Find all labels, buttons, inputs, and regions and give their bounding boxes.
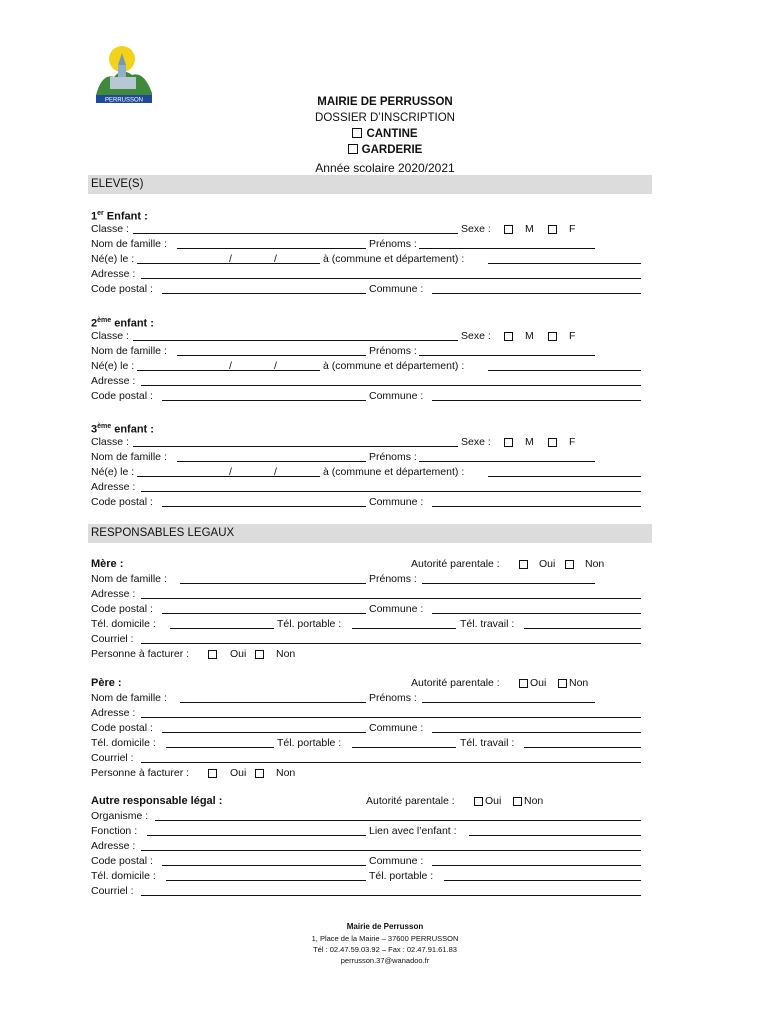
fonction-label: Fonction :	[91, 825, 138, 837]
pere-commune-label: Commune :	[369, 722, 424, 734]
child-ordinal: ème	[97, 317, 112, 324]
pere-title: Père :	[91, 677, 122, 689]
sexe-f-checkbox[interactable]	[548, 438, 557, 447]
autre-cp-label: Code postal :	[91, 855, 153, 867]
pere-facturer-non-checkbox[interactable]	[255, 769, 264, 778]
autre-adresse-label: Adresse :	[91, 840, 136, 852]
nom-label: Nom de famille :	[91, 451, 167, 463]
child-number: 1	[91, 210, 98, 223]
mere-adresse-field[interactable]	[141, 598, 641, 599]
autre-commune-label: Commune :	[369, 855, 424, 867]
classe-label: Classe :	[91, 436, 129, 448]
mere-facturer-non-checkbox[interactable]	[255, 650, 264, 659]
mere-cp-row	[91, 602, 643, 616]
commune-field[interactable]	[432, 400, 641, 401]
nom-label: Nom de famille :	[91, 345, 167, 357]
mere-tel-port-field[interactable]	[352, 628, 456, 629]
mere-tel-trav-label: Tél. travail :	[460, 618, 515, 630]
mere-tel-trav-field[interactable]	[524, 628, 641, 629]
autre-cp-row	[91, 854, 643, 868]
nom-field[interactable]	[177, 355, 366, 356]
adresse-field[interactable]	[141, 278, 641, 279]
eleves-band: ELEVE(S)	[88, 175, 652, 194]
pere-tel-trav-label: Tél. travail :	[460, 737, 515, 749]
child-label: enfant :	[111, 317, 154, 330]
pere-cp-row	[91, 721, 643, 735]
commune-field[interactable]	[432, 506, 641, 507]
lien-label: Lien avec l’enfant :	[369, 825, 457, 837]
organisme-label: Organisme :	[91, 810, 149, 822]
nom-field[interactable]	[177, 248, 366, 249]
mere-facturer-oui: Oui	[230, 648, 247, 660]
classe-label: Classe :	[91, 330, 129, 342]
pere-nom-label: Nom de famille :	[91, 692, 167, 704]
pere-nom-row	[91, 691, 643, 705]
commune-field[interactable]	[432, 293, 641, 294]
lieu-field[interactable]	[488, 263, 641, 264]
cp-field[interactable]	[162, 506, 366, 507]
autre-tel-row	[91, 869, 643, 883]
child-label: enfant :	[111, 423, 154, 436]
pere-courriel-field[interactable]	[141, 762, 641, 763]
mere-adresse-row	[91, 587, 643, 601]
commune-label: Commune :	[369, 496, 424, 508]
adresse-row	[91, 267, 643, 281]
pere-prenoms-field[interactable]	[422, 702, 595, 703]
autre-courriel-field[interactable]	[141, 895, 641, 896]
cp-label: Code postal :	[91, 496, 153, 508]
prenoms-label: Prénoms :	[369, 345, 417, 357]
pere-tel-row	[91, 736, 643, 750]
autre-title-row	[91, 794, 643, 808]
mairie-title: MAIRIE DE PERRUSSON	[317, 96, 453, 108]
ne-label: Né(e) le :	[91, 360, 135, 372]
autre-adresse-row	[91, 839, 643, 853]
pere-facturer-oui-checkbox[interactable]	[208, 769, 217, 778]
mere-tel-dom-field[interactable]	[170, 628, 274, 629]
pere-oui-checkbox[interactable]	[519, 679, 528, 688]
sexe-m-label: M	[525, 436, 534, 448]
mere-autorite-label: Autorité parentale :	[411, 558, 500, 570]
child-title	[91, 207, 643, 221]
autre-oui-label: Oui	[485, 795, 502, 807]
date-slash-1: /	[229, 360, 232, 372]
footer-email: perrusson.37@wanadoo.fr	[340, 956, 430, 965]
mere-oui-checkbox[interactable]	[519, 560, 528, 569]
date-slash-1: /	[229, 466, 232, 478]
adresse-field[interactable]	[141, 491, 641, 492]
ne-label: Né(e) le :	[91, 466, 135, 478]
autre-adresse-field[interactable]	[141, 850, 641, 851]
mere-tel-port-label: Tél. portable :	[277, 618, 342, 630]
autre-courriel-label: Courriel :	[91, 885, 134, 897]
naissance-row	[91, 252, 643, 266]
naissance-row	[91, 359, 643, 373]
svg-text:PERRUSSON: PERRUSSON	[104, 97, 144, 104]
pere-oui-label: Oui	[530, 677, 547, 689]
footer-name: Mairie de Perrusson	[346, 922, 424, 931]
organisme-field[interactable]	[155, 820, 641, 821]
mairie-logo	[92, 43, 156, 105]
child-label: Enfant :	[103, 210, 148, 223]
mere-prenoms-field[interactable]	[422, 583, 595, 584]
footer-address: 1, Place de la Mairie – 37600 PERRUSSON	[311, 934, 459, 943]
mere-nom-row	[91, 572, 643, 586]
mere-adresse-label: Adresse :	[91, 588, 136, 600]
prenoms-label: Prénoms :	[369, 451, 417, 463]
adresse-row	[91, 480, 643, 494]
mere-courriel-row	[91, 632, 643, 646]
prenoms-field[interactable]	[419, 461, 595, 462]
classe-field[interactable]	[133, 233, 458, 234]
mere-oui-label: Oui	[539, 558, 556, 570]
child-title	[91, 420, 643, 434]
autre-tel-dom-field[interactable]	[166, 880, 366, 881]
date-slash-2: /	[274, 466, 277, 478]
dossier-title: DOSSIER D’INSCRIPTION	[315, 112, 455, 124]
sexe-label: Sexe :	[461, 330, 491, 342]
mere-nom-label: Nom de famille :	[91, 573, 167, 585]
autre-non-checkbox[interactable]	[513, 797, 522, 806]
adresse-label: Adresse :	[91, 375, 136, 387]
prenoms-field[interactable]	[419, 248, 595, 249]
mere-title-row	[91, 557, 643, 571]
sexe-f-label: F	[569, 436, 576, 448]
classe-label: Classe :	[91, 223, 129, 235]
pere-non-checkbox[interactable]	[558, 679, 567, 688]
cp-row	[91, 495, 643, 509]
lien-field[interactable]	[469, 835, 641, 836]
mere-facturer-non: Non	[276, 648, 296, 660]
pere-adresse-field[interactable]	[141, 717, 641, 718]
nom-row	[91, 344, 643, 358]
classe-row	[91, 435, 643, 449]
date-slash-1: /	[229, 253, 232, 265]
cantine-checkbox[interactable]	[352, 128, 362, 138]
mere-commune-label: Commune :	[369, 603, 424, 615]
pere-facturer-oui: Oui	[230, 767, 247, 779]
cp-field[interactable]	[162, 400, 366, 401]
adresse-field[interactable]	[141, 385, 641, 386]
pere-title-row	[91, 676, 643, 690]
mere-facturer-label: Personne à facturer :	[91, 648, 190, 660]
cp-label: Code postal :	[91, 390, 153, 402]
autre-title: Autre responsable légal :	[91, 795, 223, 807]
autre-autorite-label: Autorité parentale :	[366, 795, 455, 807]
sexe-label: Sexe :	[461, 223, 491, 235]
mere-courriel-field[interactable]	[141, 643, 641, 644]
pere-tel-dom-label: Tél. domicile :	[91, 737, 156, 749]
cp-field[interactable]	[162, 293, 366, 294]
pere-cp-field[interactable]	[162, 732, 366, 733]
lieu-label: à (commune et département) :	[323, 360, 465, 372]
mere-nom-field[interactable]	[180, 583, 366, 584]
adresse-label: Adresse :	[91, 268, 136, 280]
child-number: 3	[91, 423, 98, 436]
adresse-row	[91, 374, 643, 388]
pere-nom-field[interactable]	[180, 702, 366, 703]
pere-facturer-label: Personne à facturer :	[91, 767, 190, 779]
sexe-f-label: F	[569, 330, 576, 342]
pere-courriel-row	[91, 751, 643, 765]
pere-commune-field[interactable]	[432, 732, 641, 733]
sexe-f-checkbox[interactable]	[548, 332, 557, 341]
commune-label: Commune :	[369, 390, 424, 402]
classe-field[interactable]	[133, 446, 458, 447]
pere-autorite-label: Autorité parentale :	[411, 677, 500, 689]
autre-non-label: Non	[524, 795, 544, 807]
sexe-m-checkbox[interactable]	[504, 225, 513, 234]
sexe-f-label: F	[569, 223, 576, 235]
adresse-label: Adresse :	[91, 481, 136, 493]
cp-row	[91, 282, 643, 296]
sexe-label: Sexe :	[461, 436, 491, 448]
mere-title: Mère :	[91, 558, 124, 570]
child-ordinal: er	[97, 210, 104, 217]
lieu-field[interactable]	[488, 476, 641, 477]
pere-non-label: Non	[569, 677, 589, 689]
responsables-band: RESPONSABLES LEGAUX	[88, 524, 652, 543]
autre-oui-checkbox[interactable]	[474, 797, 483, 806]
cp-label: Code postal :	[91, 283, 153, 295]
pere-courriel-label: Courriel :	[91, 752, 134, 764]
nom-row	[91, 237, 643, 251]
naissance-row	[91, 465, 643, 479]
garderie-checkbox[interactable]	[348, 144, 358, 154]
prenoms-field[interactable]	[419, 355, 595, 356]
nom-label: Nom de famille :	[91, 238, 167, 250]
mere-prenoms-label: Prénoms :	[369, 573, 417, 585]
lieu-field[interactable]	[488, 370, 641, 371]
sexe-m-checkbox[interactable]	[504, 332, 513, 341]
pere-tel-port-label: Tél. portable :	[277, 737, 342, 749]
child-ordinal: ème	[97, 423, 112, 430]
pere-tel-dom-field[interactable]	[166, 747, 274, 748]
mere-facturer-row	[91, 647, 643, 661]
cantine-option: CANTINE	[200, 126, 570, 142]
pere-adresse-row	[91, 706, 643, 720]
autre-commune-field[interactable]	[432, 865, 641, 866]
lieu-label: à (commune et département) :	[323, 253, 465, 265]
child-title	[91, 314, 643, 328]
pere-facturer-row	[91, 766, 643, 780]
mere-facturer-oui-checkbox[interactable]	[208, 650, 217, 659]
fonction-field[interactable]	[147, 835, 366, 836]
commune-label: Commune :	[369, 283, 424, 295]
annee-scolaire: Année scolaire 2020/2021	[315, 161, 455, 175]
sexe-m-label: M	[525, 330, 534, 342]
prenoms-label: Prénoms :	[369, 238, 417, 250]
autre-tel-dom-label: Tél. domicile :	[91, 870, 156, 882]
autre-tel-port-field[interactable]	[444, 880, 641, 881]
pere-cp-label: Code postal :	[91, 722, 153, 734]
autre-cp-field[interactable]	[162, 865, 366, 866]
pere-facturer-non: Non	[276, 767, 296, 779]
pere-tel-port-field[interactable]	[352, 747, 456, 748]
autre-tel-port-label: Tél. portable :	[369, 870, 434, 882]
date-slash-2: /	[274, 253, 277, 265]
mere-commune-field[interactable]	[432, 613, 641, 614]
autre-courriel-row	[91, 884, 643, 898]
pere-prenoms-label: Prénoms :	[369, 692, 417, 704]
lieu-label: à (commune et département) :	[323, 466, 465, 478]
autre-fonction-row	[91, 824, 643, 838]
garderie-option: GARDERIE	[200, 142, 570, 158]
classe-field[interactable]	[133, 340, 458, 341]
classe-row	[91, 222, 643, 236]
nom-field[interactable]	[177, 461, 366, 462]
mere-tel-row	[91, 617, 643, 631]
footer-phone: Tél : 02.47.59.03.92 – Fax : 02.47.91.61.83	[313, 945, 457, 954]
child-number: 2	[91, 317, 98, 330]
cp-row	[91, 389, 643, 403]
sexe-m-checkbox[interactable]	[504, 438, 513, 447]
nom-row	[91, 450, 643, 464]
mere-cp-label: Code postal :	[91, 603, 153, 615]
pere-adresse-label: Adresse :	[91, 707, 136, 719]
mere-non-checkbox[interactable]	[565, 560, 574, 569]
sexe-m-label: M	[525, 223, 534, 235]
mere-non-label: Non	[585, 558, 605, 570]
classe-row	[91, 329, 643, 343]
mere-courriel-label: Courriel :	[91, 633, 134, 645]
pere-tel-trav-field[interactable]	[524, 747, 641, 748]
autre-organisme-row	[91, 809, 643, 823]
sexe-f-checkbox[interactable]	[548, 225, 557, 234]
mere-cp-field[interactable]	[162, 613, 366, 614]
mere-tel-dom-label: Tél. domicile :	[91, 618, 156, 630]
date-slash-2: /	[274, 360, 277, 372]
ne-label: Né(e) le :	[91, 253, 135, 265]
